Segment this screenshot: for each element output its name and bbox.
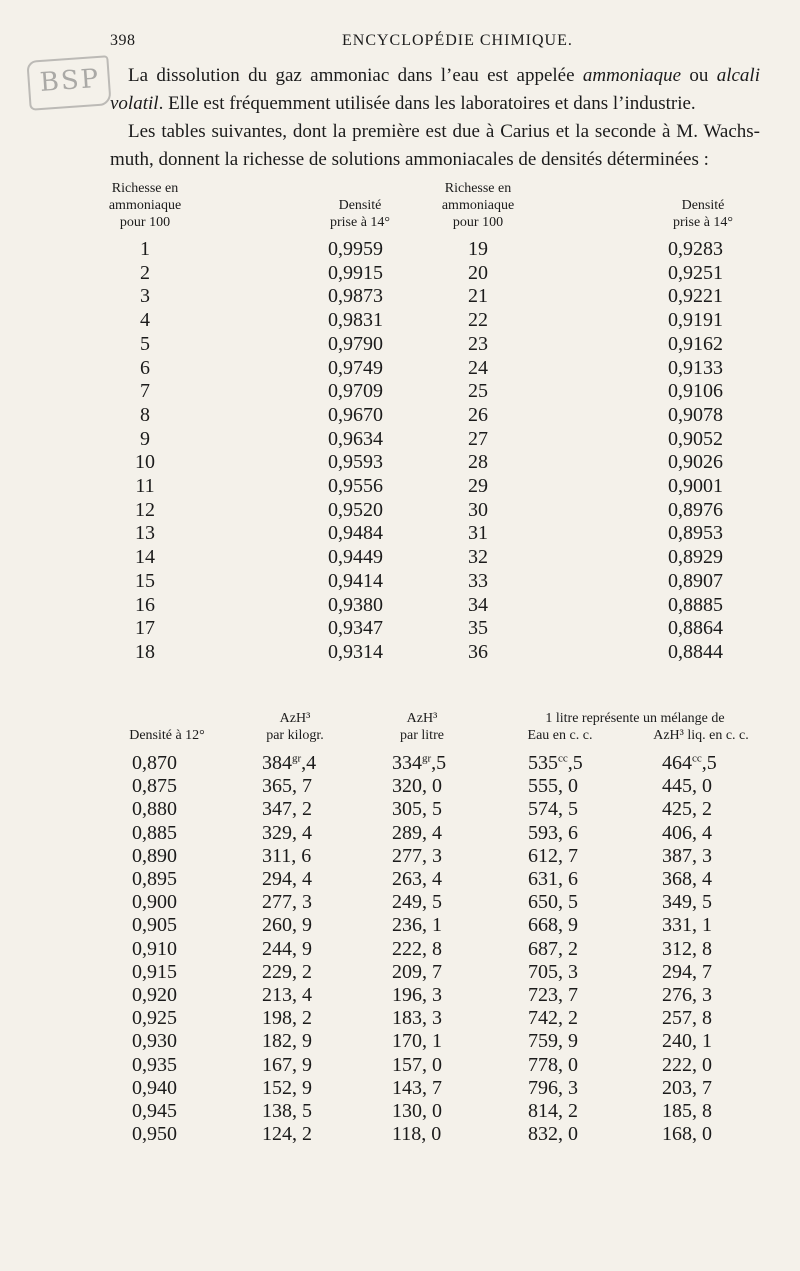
table1-cell: 18 [135,640,155,663]
paragraph1-part1: La dissolution du gaz ammoniac dans l’eau est appelée [128,65,583,86]
table1-cell: 0,9052 [668,427,723,450]
table2-cell: 213, 4 [262,984,312,1006]
table1-row [0,546,800,568]
table1-cell: 0,8976 [668,498,723,521]
table2-cell: 196, 3 [392,984,442,1006]
table1-cell: 28 [468,451,488,474]
table2-cell: 406, 4 [662,821,712,844]
table1-row [0,451,800,473]
table2-row [0,914,800,936]
table1-cell: 11 [135,475,155,497]
table1-cell: 0,9670 [328,403,383,426]
table1-cell: 0,9959 [328,238,383,260]
table2-cell: 387, 3 [662,844,712,867]
table1-cell: 6 [140,356,150,379]
table1-row [0,522,800,544]
table2-cell: 445, 0 [662,775,712,798]
table2-cell: 0,895 [132,868,177,890]
table1-cell: 0,9484 [328,522,383,545]
table2-cell: 650, 5 [528,891,578,914]
table2-cell: 130, 0 [392,1100,442,1122]
paragraph1-part2: ou [681,65,717,86]
table1-cell: 0,9380 [328,593,383,616]
table2-cell: 814, 2 [528,1100,578,1122]
table1-cell: 0,9831 [328,309,383,332]
table2-header-melange: 1 litre représente un mélange de [545,711,725,726]
table1-cell: 0,9449 [328,546,383,569]
table1-header-richesse-left: Richesse en ammoniaque pour 100 [108,181,182,230]
table2-cell: 0,900 [132,891,177,914]
table2-cell: 329, 4 [262,821,312,844]
table2-cell: 182, 9 [262,1030,312,1053]
table1-row [0,570,800,592]
table2-cell: 0,945 [132,1100,177,1122]
table1-cell: 0,9709 [328,380,383,403]
table1-cell: 0,9191 [668,309,723,332]
table1-cell: 4 [140,309,150,332]
library-stamp [26,55,111,111]
table1-cell: 0,8929 [668,546,723,569]
table2-cell: 631, 6 [528,868,578,890]
table1-cell: 31 [468,522,488,545]
table2-cell: 276, 3 [662,984,712,1006]
table2-row [0,1100,800,1122]
table1-cell: 0,8953 [668,522,723,545]
table1-cell: 0,9001 [668,475,723,497]
table1-cell: 0,8864 [668,617,723,640]
table2-cell: 555, 0 [528,775,578,798]
table2-cell: 222, 8 [392,937,442,960]
table2-row [0,1123,800,1145]
table1-cell: 2 [140,261,150,284]
table1-cell: 0,9106 [668,380,723,403]
table1-cell: 10 [135,451,155,474]
table2-cell: 349, 5 [662,891,712,914]
table2-cell: 668, 9 [528,914,578,937]
table1-cell: 0,9593 [328,451,383,474]
table1-cell: 15 [135,569,155,592]
table2-cell: 138, 5 [262,1100,312,1122]
table1-cell: 0,9251 [668,261,723,284]
table1-cell: 22 [468,309,488,332]
table1-cell: 0,9556 [328,475,383,497]
table2-header-kilo: AzH³ par kilogr. [266,711,324,743]
table2-cell: 0,935 [132,1053,177,1076]
table1-cell: 34 [468,593,488,616]
table2-cell: $535^{cc},5$ [528,752,583,774]
table1-row [0,285,800,307]
table2-cell: 331, 1 [662,914,712,937]
table2-header-densite: Densité à 12° [129,728,205,743]
table2-cell: 260, 9 [262,914,312,937]
paragraph2-line1: Les tables suivantes, dont la première est due à Carius et la seconde à M. Wachs- [128,121,760,142]
term-alcali-volatil: alcali volatil [110,65,760,114]
table1-cell: 25 [468,380,488,403]
table1-cell: 36 [468,640,488,663]
table1-cell: 20 [468,261,488,284]
table1-cell: 5 [140,332,150,355]
table2-row [0,1030,800,1052]
table1-cell: 12 [135,498,155,521]
table1-cell: 7 [140,380,150,403]
table2-row [0,752,800,774]
table1-row [0,404,800,426]
page-number: 398 [110,32,136,49]
table1-header-richesse-right: Richesse en ammoniaque pour 100 [441,181,515,230]
table2-cell: 0,905 [132,914,177,937]
table1-cell: 0,9026 [668,451,723,474]
table1-cell: 30 [468,498,488,521]
running-head: ENCYCLOPÉDIE CHIMIQUE. [342,32,573,49]
table1-cell: 0,9634 [328,427,383,450]
table2-row [0,984,800,1006]
table1-cell: 8 [140,403,150,426]
table2-cell: 198, 2 [262,1007,312,1030]
table1-cell: 21 [468,285,488,308]
table2-cell: 320, 0 [392,775,442,798]
table2-header-litre: AzH³ par litre [400,711,444,743]
term-ammoniaque: ammoniaque [582,65,682,86]
table2-cell: 277, 3 [262,891,312,914]
table2-cell: 612, 7 [528,844,578,867]
table2-cell: 0,950 [132,1123,177,1146]
table1-row [0,380,800,402]
table1-row [0,309,800,331]
table2-cell: 365, 7 [262,775,312,798]
table1-cell: 0,9873 [328,285,383,308]
table2-cell: 222, 0 [662,1053,712,1076]
table1-header-densite-left: Densité prise à 14° [329,198,391,230]
table1-cell: 0,9520 [328,498,383,521]
table2-row [0,961,800,983]
table1-cell: 0,9221 [668,285,723,308]
table2-cell: 124, 2 [262,1123,312,1146]
table2-cell: 240, 1 [662,1030,712,1053]
table1-cell: 0,9078 [668,403,723,426]
table2-cell: 778, 0 [528,1053,578,1076]
table2-cell: 832, 0 [528,1123,578,1146]
table2-cell: 294, 4 [262,868,312,890]
table2-cell: 368, 4 [662,868,712,890]
table1-row [0,617,800,639]
table2-cell: 0,870 [132,752,177,774]
table2-cell: 687, 2 [528,937,578,960]
table2-row [0,1007,800,1029]
table2-row [0,775,800,797]
table2-cell: 0,885 [132,821,177,844]
table1-cell: 0,9347 [328,617,383,640]
table1-cell: 33 [468,569,488,592]
table1-row [0,594,800,616]
table1-cell: 19 [468,238,488,260]
table1-cell: 24 [468,356,488,379]
table2-row [0,822,800,844]
table2-row [0,845,800,867]
table2-cell: 305, 5 [392,798,442,821]
table2-header-eau: Eau en c. c. [527,728,593,743]
table1-cell: 35 [468,617,488,640]
table1-cell: 0,8907 [668,569,723,592]
table2-cell: 244, 9 [262,937,312,960]
table2-cell: 0,930 [132,1030,177,1053]
table1-cell: 0,9414 [328,569,383,592]
table2-cell: 723, 7 [528,984,578,1006]
table1-cell: 0,9915 [328,261,383,284]
table2-row [0,798,800,820]
table2-cell: 118, 0 [392,1123,442,1146]
table1-cell: 9 [140,427,150,450]
table2-cell: 183, 3 [392,1007,442,1030]
table2-cell: 0,925 [132,1007,177,1030]
table1-cell: 0,9133 [668,356,723,379]
table2-cell: 152, 9 [262,1076,312,1099]
table1-cell: 23 [468,332,488,355]
table1-cell: 26 [468,403,488,426]
table2-cell: 574, 5 [528,798,578,821]
table2-cell: 277, 3 [392,844,442,867]
table1-cell: 17 [135,617,155,640]
table2-cell: 143, 7 [392,1076,442,1099]
table2-cell: $464^{cc},5$ [662,752,717,774]
table1-cell: 27 [468,427,488,450]
table2-cell: 593, 6 [528,821,578,844]
table2-cell: 312, 8 [662,937,712,960]
table1-cell: 0,9790 [328,332,383,355]
table2-cell: 796, 3 [528,1076,578,1099]
table2-cell: 209, 7 [392,960,442,983]
table2-cell: 257, 8 [662,1007,712,1030]
table2-header-azh3-liq: AzH³ liq. en c. c. [653,728,749,743]
table1-cell: 3 [140,285,150,308]
table1-cell: 0,9283 [668,238,723,260]
table1-cell: 0,9749 [328,356,383,379]
table1-row [0,475,800,497]
table2-cell: 0,920 [132,984,177,1006]
table2-row [0,938,800,960]
table2-cell: 249, 5 [392,891,442,914]
table2-cell: 167, 9 [262,1053,312,1076]
table2-cell: 0,875 [132,775,177,798]
table1-cell: 0,8885 [668,593,723,616]
table1-cell: 29 [468,475,488,497]
table2-row [0,1054,800,1076]
table2-cell: 236, 1 [392,914,442,937]
stamp-text: BSP [38,63,102,98]
table2-cell: 0,910 [132,937,177,960]
table2-row [0,891,800,913]
table2-cell: 425, 2 [662,798,712,821]
table2-cell: 229, 2 [262,960,312,983]
table2-cell: 347, 2 [262,798,312,821]
table1-row [0,357,800,379]
table2-cell: 311, 6 [262,844,312,867]
table1-cell: 1 [140,238,150,260]
table1-row [0,641,800,663]
paragraph-ammonia-definition [110,62,760,118]
table2-cell: 742, 2 [528,1007,578,1030]
table1-row [0,333,800,355]
table2-cell: 170, 1 [392,1030,442,1053]
table1-cell: 13 [135,522,155,545]
table1-header-densite-right: Densité prise à 14° [672,198,734,230]
table2-cell: 0,915 [132,960,177,983]
paragraph1-part3: . Elle est fréquemment utilisée dans les laboratoires et dans l’industrie. [158,93,696,114]
table2-cell: $384^{gr},4$ [262,752,317,774]
table2-row [0,868,800,890]
table2-cell: 705, 3 [528,960,578,983]
table2-cell: 0,890 [132,844,177,867]
table1-row [0,499,800,521]
table2-cell: 168, 0 [662,1123,712,1146]
page-header [110,32,760,52]
table1-cell: 0,9162 [668,332,723,355]
table1-cell: 0,9314 [328,640,383,663]
paragraph-tables-intro [110,118,760,174]
table2-cell: 185, 8 [662,1100,712,1122]
table1-row [0,238,800,260]
paragraph2-line2: muth, donnent la richesse de solutions ammoniacales de densités déterminées : [110,149,709,170]
table2-cell: 759, 9 [528,1030,578,1053]
table2-cell: 157, 0 [392,1053,442,1076]
table1-cell: 14 [135,546,155,569]
table1-cell: 0,8844 [668,640,723,663]
table2-cell: 263, 4 [392,868,442,890]
table2-row [0,1077,800,1099]
table2-cell: 294, 7 [662,960,712,983]
table1-cell: 32 [468,546,488,569]
table1-cell: 16 [135,593,155,616]
table2-cell: $334^{gr},5$ [392,752,447,774]
table2-cell: 203, 7 [662,1076,712,1099]
table2-cell: 0,880 [132,798,177,821]
table1-row [0,262,800,284]
table1-row [0,428,800,450]
table2-cell: 0,940 [132,1076,177,1099]
table2-cell: 289, 4 [392,821,442,844]
